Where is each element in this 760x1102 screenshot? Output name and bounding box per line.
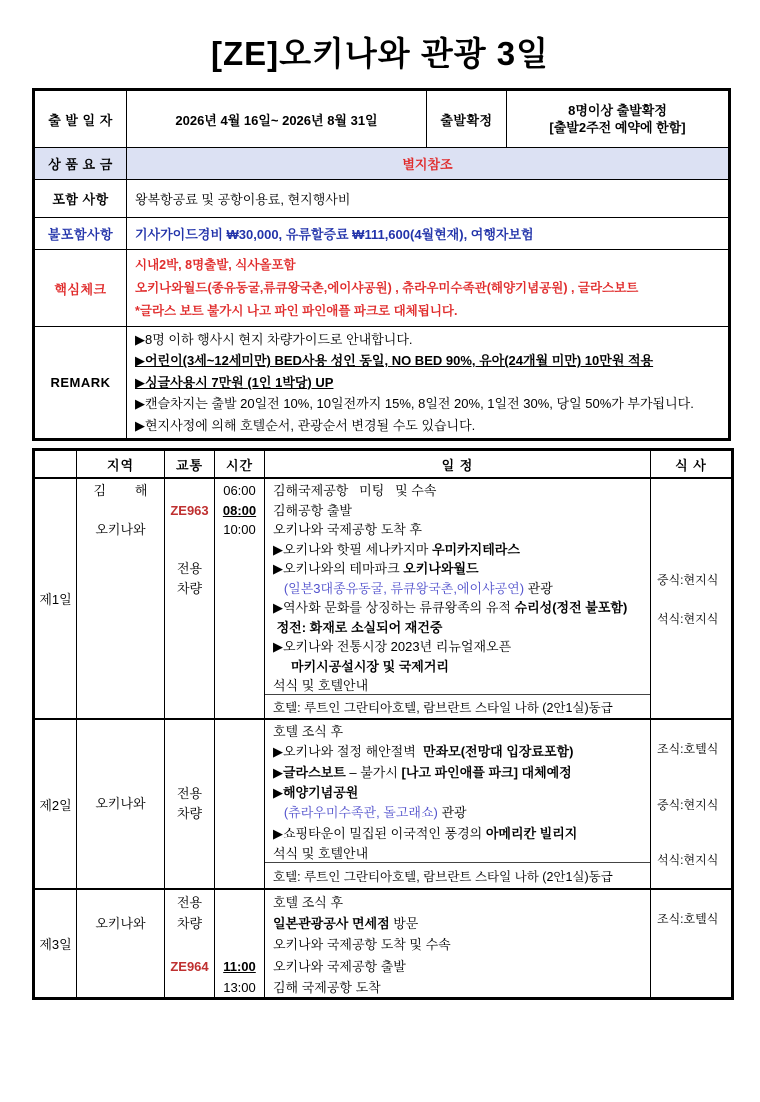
row-core-check <box>34 250 730 327</box>
plan-line <box>273 722 650 742</box>
confirm-line-2: [출발2주전 예약에 한함] <box>549 120 686 135</box>
day1-region-line2 <box>77 501 164 521</box>
confirm-value <box>507 90 730 148</box>
plan-highlight: 정전: 화재로 소실되어 재건중 <box>273 619 443 635</box>
plan-line <box>273 657 650 677</box>
schedule-row-day3 <box>35 888 731 997</box>
plan-highlight: 오키나와월드 <box>403 561 479 577</box>
plan-line <box>273 540 650 560</box>
day1-transport-line5: 전용 <box>176 561 203 577</box>
plan-highlight: 만좌모(전망대 입장료포함) <box>423 744 574 760</box>
plan-line <box>273 977 650 998</box>
day1-transport-line1 <box>165 481 214 501</box>
day1-hotel-info: 호텔: 루트인 그란티아호텔, 람브란트 스타일 나하 (2안1실)동급 <box>265 694 650 718</box>
plan-text: ▶오키나와의 테마파크 <box>273 561 404 577</box>
day3-time-3 <box>215 934 264 955</box>
day3-meal-breakfast: 조식:호텔식 <box>657 912 719 927</box>
plan-highlight: 슈리성(정전 불포함) <box>514 600 628 616</box>
day2-label: 제2일 <box>35 720 77 888</box>
day3-region <box>77 890 165 997</box>
plan-line <box>273 520 650 540</box>
plan-line <box>273 559 650 579</box>
excluded-label: 불포함사항 <box>34 218 127 250</box>
plan-text: ▶역사화 문화를 상징하는 류큐왕족의 유적 <box>273 600 515 616</box>
day3-transport-line2: 차량 <box>176 916 203 932</box>
day1-region-line1: 김 해 <box>93 483 148 499</box>
header-time: 시간 <box>215 451 265 477</box>
plan-text: 김해공항 출발 <box>273 502 352 518</box>
info-table <box>32 88 731 441</box>
day3-time-1 <box>215 892 264 913</box>
day3-time-5: 13:00 <box>223 979 256 995</box>
day3-meals <box>651 890 731 997</box>
plan-line <box>273 913 650 934</box>
day2-region <box>77 720 165 888</box>
row-departure <box>34 90 730 148</box>
plan-line <box>273 956 650 977</box>
remark-line-3: ▶싱글사용시 7만원 (1인 1박당) UP <box>135 374 334 390</box>
confirm-line-1: 8명이상 출발확정 <box>568 103 667 118</box>
day2-transport-line2: 차량 <box>176 806 203 822</box>
plan-text: 김해국제공항 미팅 및 수속 <box>273 483 437 499</box>
core-line-1: 시내2박, 8명출발, 식사올포함 <box>135 257 296 272</box>
day3-plan <box>265 890 651 997</box>
day1-meals <box>651 479 731 718</box>
day1-time-1: 06:00 <box>223 483 256 499</box>
day2-region-name: 오키나와 <box>95 795 146 811</box>
core-line-2: 오키나와월드(종유동굴,류큐왕국촌,에이샤공원) , 츄라우미수족관(해양기념공원) , 글라스보트 <box>135 280 639 295</box>
day1-label: 제1일 <box>35 479 77 718</box>
day1-region-line3: 오키나와 <box>95 522 146 538</box>
included-label: 포함 사항 <box>34 180 127 218</box>
included-value: 왕복항공료 및 공항이용료, 현지행사비 <box>127 180 730 218</box>
day3-flight-number: ZE964 <box>170 958 209 974</box>
plan-highlight: [나고 파인애플 파크] 대체예정 <box>401 764 572 780</box>
plan-text: 방문 <box>389 916 419 932</box>
day3-label: 제3일 <box>35 890 77 997</box>
day1-transport-line6: 차량 <box>176 580 203 596</box>
plan-note: (츄라우미수족관, 돌고래쇼) <box>273 805 438 821</box>
day3-times <box>215 890 265 997</box>
price-value: 별지참조 <box>127 148 730 180</box>
plan-text: ▶오키나와 핫필 세나카지마 <box>273 541 432 557</box>
plan-highlight: 아메리칸 빌리지 <box>485 825 578 841</box>
plan-highlight: 일본관광공사 면세점 <box>273 916 390 932</box>
confirm-label: 출발확정 <box>427 90 507 148</box>
plan-line <box>273 763 650 783</box>
day2-meal-breakfast: 조식:호텔식 <box>657 742 719 757</box>
day1-plan <box>265 479 651 718</box>
plan-text: ▶오키나와 전통시장 2023년 리뉴얼재오픈 <box>273 639 512 655</box>
plan-highlight: ▶해양기념공원 <box>273 784 359 800</box>
plan-line <box>273 783 650 803</box>
document-page <box>32 28 728 1000</box>
remark-value <box>127 327 730 440</box>
plan-text: ▶오키나와 절정 해안절벽 <box>273 744 424 760</box>
day1-times <box>215 479 265 718</box>
schedule-table <box>32 448 734 1000</box>
schedule-row-day1 <box>35 477 731 718</box>
plan-highlight: 마키시공설시장 및 국제거리 <box>273 658 449 674</box>
plan-line <box>273 579 650 599</box>
excluded-value: 기사가이드경비 ₩30,000, 유류할증료 ₩111,600(4월현재), 여행자보험 <box>127 218 730 250</box>
plan-text: 호텔 조식 후 <box>273 724 344 740</box>
remark-line-2: ▶어린이(3세~12세미만) BED사용 성인 동일, NO BED 90%, 유아(24개월 미만) 10만원 적용 <box>135 353 654 369</box>
day3-transport-line1: 전용 <box>176 895 203 911</box>
plan-highlight: 우미카지테라스 <box>431 541 520 557</box>
remark-line-5: ▶현지사정에 의해 호텔순서, 관광순서 변경될 수도 있습니다. <box>135 417 476 433</box>
row-excluded <box>34 218 730 250</box>
day1-transport <box>165 479 215 718</box>
day2-transport <box>165 720 215 888</box>
plan-line <box>273 824 650 844</box>
day1-region <box>77 479 165 718</box>
day3-transport <box>165 890 215 997</box>
schedule-row-day2 <box>35 718 731 888</box>
schedule-header <box>35 451 731 477</box>
remark-line-1: ▶8명 이하 행사시 현지 차량가이드로 안내합니다. <box>135 332 413 347</box>
row-price <box>34 148 730 180</box>
plan-text: 석식 및 호텔안내 <box>273 845 369 861</box>
plan-line <box>273 598 650 618</box>
plan-text: 관광 <box>437 805 467 821</box>
day3-region-line1 <box>77 892 164 913</box>
core-check-label: 핵심체크 <box>34 250 127 327</box>
plan-text: 김해 국제공항 도착 <box>273 979 381 995</box>
row-included <box>34 180 730 218</box>
plan-line <box>273 637 650 657</box>
plan-line <box>273 892 650 913</box>
remark-line-4: ▶캔슬차지는 출발 20일전 10%, 10일전까지 15%, 8일전 20%, 1일전 30%, 당일 50%가 부가됩니다. <box>135 396 694 412</box>
plan-highlight: ▶글라스보트 <box>273 764 346 780</box>
header-transport: 교통 <box>165 451 215 477</box>
plan-line <box>273 501 650 521</box>
day3-time-2 <box>215 913 264 934</box>
day2-meal-lunch: 중식:현지식 <box>657 797 719 812</box>
day2-plan <box>265 720 651 888</box>
plan-text: 오키나와 국제공항 출발 <box>273 958 406 974</box>
day2-hotel-info: 호텔: 루트인 그란티아호텔, 람브란트 스타일 나하 (2안1실)동급 <box>265 862 650 888</box>
header-day <box>35 451 77 477</box>
day3-time-4: 11:00 <box>223 958 256 974</box>
plan-line <box>273 803 650 823</box>
header-meal: 식 사 <box>675 457 707 473</box>
plan-line <box>273 742 650 762</box>
plan-line <box>273 481 650 501</box>
plan-line <box>273 934 650 955</box>
plan-text: 석식 및 호텔안내 <box>273 678 369 694</box>
day1-meal-dinner: 석식:현지식 <box>657 611 719 626</box>
day2-meals <box>651 720 731 888</box>
day2-transport-line1: 전용 <box>176 785 203 801</box>
day1-meal-lunch: 중식:현지식 <box>657 572 719 587</box>
core-check-value <box>127 250 730 327</box>
day1-transport-line4 <box>165 540 214 560</box>
departure-date-value: 2026년 4월 16일~ 2026년 8월 31일 <box>127 90 427 148</box>
day3-region-line2: 오키나와 <box>95 916 146 932</box>
header-plan: 일 정 <box>265 451 651 477</box>
plan-line <box>273 618 650 638</box>
plan-text: 호텔 조식 후 <box>273 895 344 911</box>
plan-text: 오키나와 국제공항 도착 및 수속 <box>273 937 451 953</box>
remark-label: REMARK <box>34 327 127 440</box>
plan-line <box>273 676 650 696</box>
day2-times <box>215 720 265 888</box>
plan-note: (일본3대종유동굴, 류큐왕국촌,에이샤공연) <box>273 580 525 596</box>
plan-text: – 불가시 <box>345 764 402 780</box>
core-line-3: *글라스 보트 불가시 나고 파인 파인애플 파크로 대체됩니다. <box>135 303 458 318</box>
day1-flight-number: ZE963 <box>170 502 209 518</box>
departure-date-label: 출 발 일 자 <box>34 90 127 148</box>
header-region: 지역 <box>77 451 165 477</box>
plan-text: 오키나와 국제공항 도착 후 <box>273 522 422 538</box>
plan-text: 관광 <box>524 580 553 596</box>
day1-time-2: 08:00 <box>222 502 257 518</box>
row-remark <box>34 327 730 440</box>
day1-time-3: 10:00 <box>223 522 256 538</box>
day3-transport-line3 <box>165 934 214 955</box>
day2-meal-dinner: 석식:현지식 <box>657 853 719 868</box>
page-title: [ZE]오키나와 관광 3일 <box>211 35 549 72</box>
price-label: 상 품 요 금 <box>34 148 127 180</box>
day1-transport-line3 <box>165 520 214 540</box>
plan-text: ▶쇼핑타운이 밀집된 이국적인 풍경의 <box>273 825 486 841</box>
